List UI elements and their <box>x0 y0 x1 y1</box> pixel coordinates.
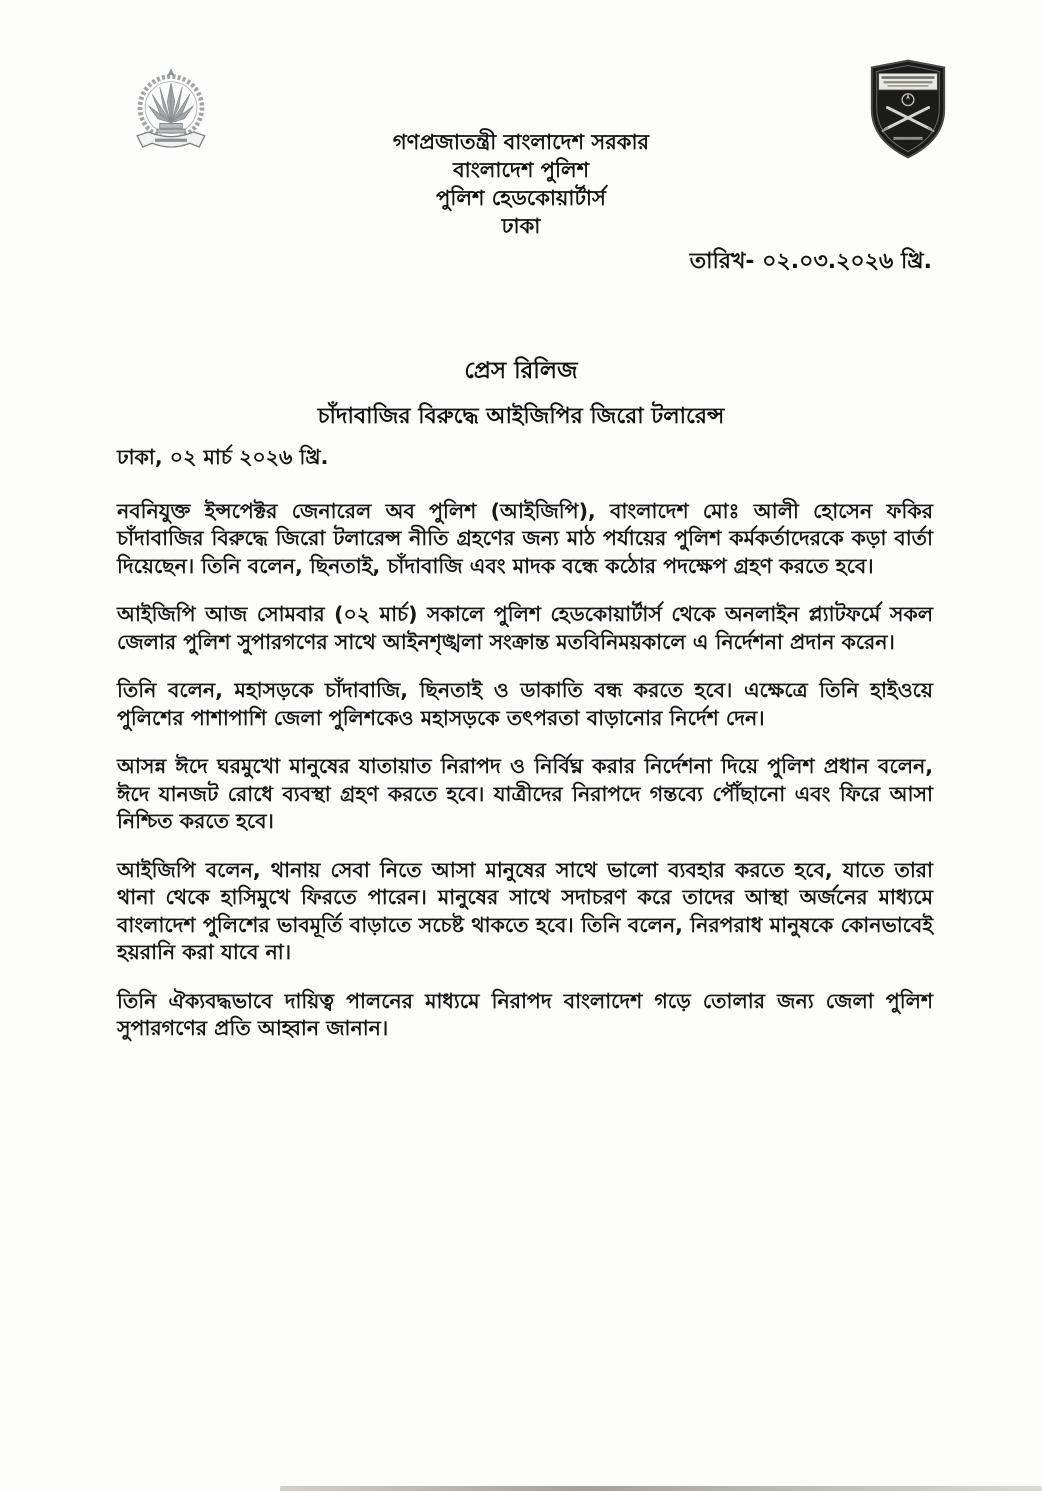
org-line-police: বাংলাদেশ পুলিশ <box>452 158 590 182</box>
body-text <box>117 444 933 1064</box>
paragraph-3: তিনি বলেন, মহাসড়কে চাঁদাবাজি, ছিনতাই ও ডাকাতি বন্ধ করতে হবে। এক্ষেত্রে তিনি হাইওয়ে পুলিশের পাশাপাশি জেলা পুলিশকেও মহাসড়কে তৎপরতা বাড়ানোর নির্দেশ দেন। <box>117 678 933 730</box>
paragraph-2: আইজিপি আজ সোমবার (০২ মার্চ) সকালে পুলিশ হেডকোয়ার্টার্স থেকে অনলাইন প্ল্যাটফর্মে সকল জেলার পুলিশ সুপারগণের সাথে আইনশৃঙ্খলা সংক্রান্ত মতবিনিময়কালে এ নির্দেশনা প্রদান করেন। <box>117 602 933 654</box>
org-line-city: ঢাকা <box>501 214 541 238</box>
page-subtitle: চাঁদাবাজির বিরুদ্ধে আইজিপির জিরো টলারেন্স <box>317 404 725 429</box>
scan-shadow-artifact <box>280 1486 1042 1491</box>
paragraph-4: আসন্ন ঈদে ঘরমুখো মানুষের যাতায়াত নিরাপদ ও নির্বিঘ্ন করার নির্দেশনা দিয়ে পুলিশ প্রধান বলেন, ঈদে যানজট রোধে ব্যবস্থা গ্রহণ করতে হবে। যাত্রীদের নিরাপদে গন্তব্যে পৌঁছানো এবং ফিরে আসা নিশ্চিত করতে হবে। <box>117 754 933 833</box>
paragraph-1: নবনিযুক্ত ইন্সপেক্টর জেনারেল অব পুলিশ (আইজিপি), বাংলাদেশ মোঃ আলী হোসেন ফকির চাঁদাবাজির বিরুদ্ধে জিরো টলারেন্স নীতি গ্রহণের জন্য মাঠ পর্যায়ের পুলিশ কর্মকর্তাদেরকে কড়া বার্তা দিয়েছেন। তিনি বলেন, ছিনতাই, চাঁদাবাজি এবং মাদক বন্ধে কঠোর পদক্ষেপ গ্রহণ করতে হবে। <box>117 498 933 578</box>
paragraph-5: আইজিপি বলেন, থানায় সেবা নিতে আসা মানুষের সাথে ভালো ব্যবহার করতে হবে, যাতে তারা থানা থেকে হাসিমুখে ফিরতে পারেন। মানুষের সাথে সদাচরণ করে তাদের আস্থা অর্জনের মাধ্যমে বাংলাদেশ পুলিশের ভাবমূর্তি বাড়াতে সচেষ্ট থাকতে হবে। তিনি বলেন, নিরপরাধ মানুষকে কোনভাবেই হয়রানি করা যাবে না। <box>117 857 933 964</box>
dateline: ঢাকা, ০২ মার্চ ২০২৬ খ্রি. <box>117 445 329 469</box>
org-line-headquarters: পুলিশ হেডকোয়ার্টার্স <box>436 186 606 210</box>
org-header <box>0 128 1042 240</box>
org-line-government: গণপ্রজাতন্ত্রী বাংলাদেশ সরকার <box>392 130 650 154</box>
document-date: তারিখ- ০২.০৩.২০২৬ খ্রি. <box>689 249 932 274</box>
paragraph-6: তিনি ঐক্যবদ্ধভাবে দায়িত্ব পালনের মাধ্যমে নিরাপদ বাংলাদেশ গড়ে তোলার জন্য জেলা পুলিশ সুপারগণের প্রতি আহ্বান জানান। <box>117 988 933 1040</box>
page-title: প্রেস রিলিজ <box>464 358 578 384</box>
